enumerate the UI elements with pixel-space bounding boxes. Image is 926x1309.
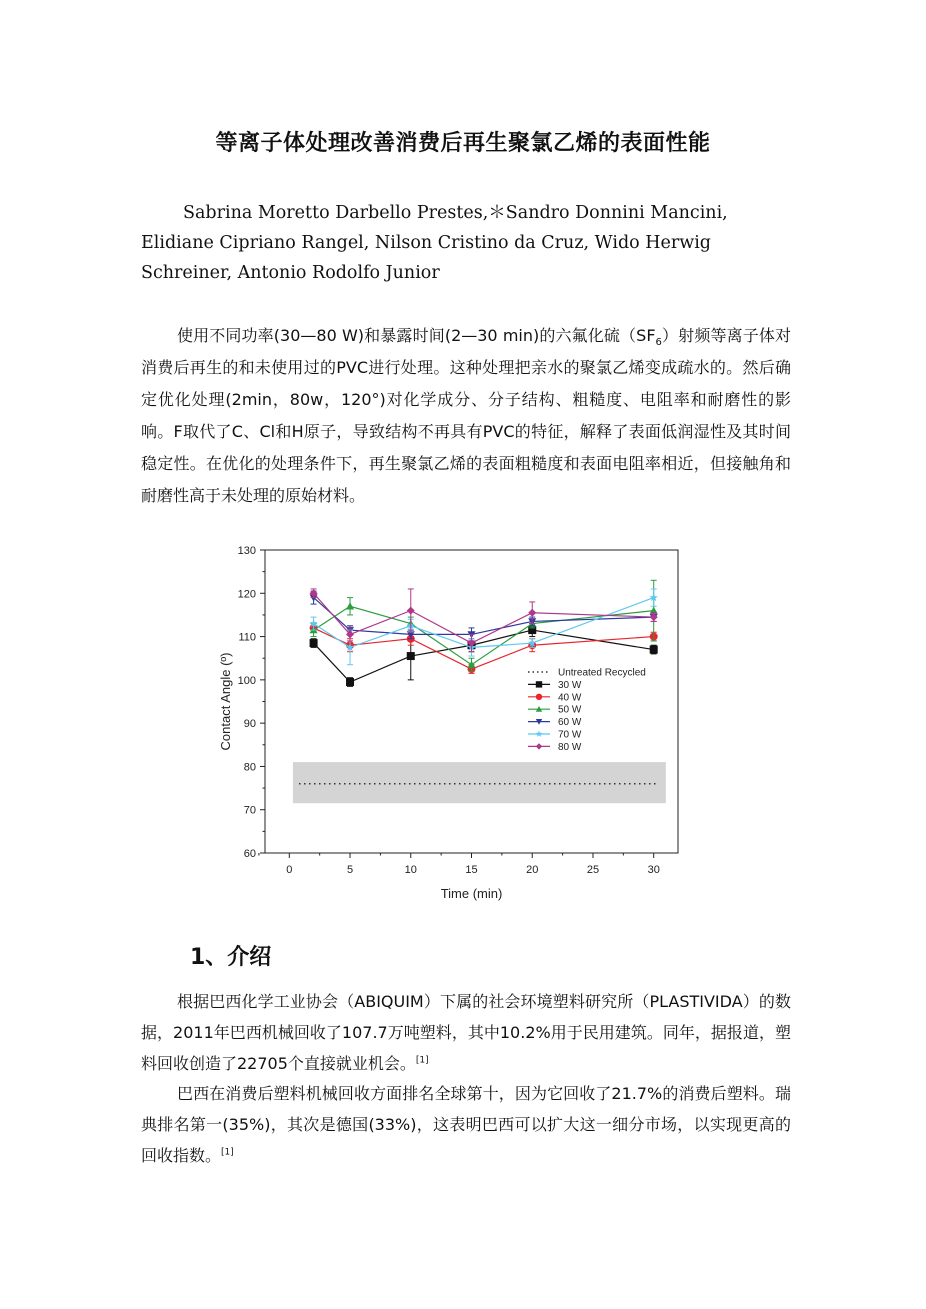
- x-tick-label: 10: [404, 864, 417, 876]
- legend-marker: [536, 694, 542, 700]
- legend-marker: [536, 681, 542, 687]
- abstract: [141, 320, 791, 512]
- data-point: [650, 646, 658, 654]
- x-tick-label: 5: [346, 864, 354, 876]
- x-tick-label: 20: [526, 864, 539, 876]
- x-tick-label: 15: [465, 864, 478, 876]
- x-tick-label: 30: [647, 864, 660, 876]
- citation-ref[interactable]: [1]: [415, 1055, 429, 1066]
- data-point: [528, 609, 536, 617]
- abstract-subscript: 6: [655, 337, 662, 349]
- legend-label: 80 W: [558, 741, 582, 753]
- y-tick-label: 130: [237, 545, 256, 557]
- legend-label: 60 W: [558, 717, 582, 729]
- intro-paragraph-2: [141, 1078, 791, 1171]
- y-tick-label: 70: [243, 804, 256, 817]
- x-tick-label: 25: [586, 864, 600, 876]
- y-tick-label: 80: [243, 761, 256, 774]
- intro-paragraph-1-text: 根据巴西化学工业协会（ABIQUIM）下属的社会环境塑料研究所（PLASTIVIDA）的数据，2011年巴西机械回收了107.7万吨塑料，其中10.2%用于民用建筑。同年，据报道，塑料回收创造了22705个直接就业机会。: [141, 992, 791, 1073]
- section-heading: 1、介绍: [190, 945, 272, 970]
- data-point: [310, 639, 318, 647]
- intro-paragraph-2-text: 巴西在消费后塑料机械回收方面排名全球第十，因为它回收了21.7%的消费后塑料。瑞典排名第一(35%)，其次是德国(33%)，这表明巴西可以扩大这一细分市场，以实现更高的回收指数。: [141, 1084, 791, 1165]
- citation-ref[interactable]: [1]: [221, 1147, 234, 1158]
- legend-label: 50 W: [558, 704, 582, 716]
- abstract-part-2: ）射频等离子体对消费后再生的和未使用过的PVC进行处理。这种处理把亲水的聚氯乙烯变成疏水的。然后确定优化处理(2min，80w，120°)对化学成分、分子结构、粗糙度、电阻率和耐磨性的影响。F取代了C、Cl和H原子，导致结构不再具有PVC的特征，解释了表面低润湿性及其时间稳定性。在优化的处理条件下，再生聚氯乙烯的表面粗糙度和表面电阻率相近，但接触角和耐磨性高于未处理的原始材料。: [141, 326, 791, 505]
- legend-marker: [536, 743, 542, 749]
- legend-label: 40 W: [558, 692, 582, 704]
- legend-marker: [536, 731, 543, 737]
- abstract-part-1: 使用不同功率(30—80 W)和暴露时间(2—30 min)的六氟化硫（SF: [177, 326, 656, 345]
- author-line-3: Schreiner, Antonio Rodolfo Junior: [141, 263, 440, 283]
- y-tick-label: 100: [237, 674, 256, 687]
- reference-band: [293, 762, 666, 803]
- y-axis-label: Contact Angle (º): [218, 652, 233, 751]
- data-point: [407, 607, 415, 615]
- data-point: [407, 652, 415, 660]
- legend-label: 70 W: [558, 729, 582, 741]
- paper-title: 等离子体处理改善消费后再生聚氯乙烯的表面性能: [215, 131, 711, 156]
- y-tick-label: 120: [237, 588, 256, 601]
- y-tick-label: 110: [238, 631, 256, 644]
- author-line-2: Elidiane Cipriano Rangel, Nilson Cristino da Cruz, Wido Herwig: [141, 233, 712, 253]
- series-line: [314, 628, 654, 669]
- series-line: [314, 593, 654, 643]
- plot-frame: [265, 550, 678, 853]
- y-tick-label: 90: [243, 718, 256, 731]
- data-point: [346, 602, 354, 609]
- x-axis-label: Time (min): [440, 886, 503, 901]
- x-tick-label: 0: [286, 864, 293, 876]
- author-list: [141, 198, 801, 288]
- author-line-1: Sabrina Moretto Darbello Prestes,＊Sandro Donnini Mancini,: [183, 203, 728, 223]
- legend-label: 30 W: [558, 679, 582, 691]
- legend-label: Untreated Recycled: [558, 667, 646, 679]
- contact-angle-chart: [200, 538, 700, 913]
- y-tick-label: 60: [243, 848, 256, 860]
- data-point: [346, 678, 354, 686]
- intro-paragraph-1: [141, 986, 791, 1079]
